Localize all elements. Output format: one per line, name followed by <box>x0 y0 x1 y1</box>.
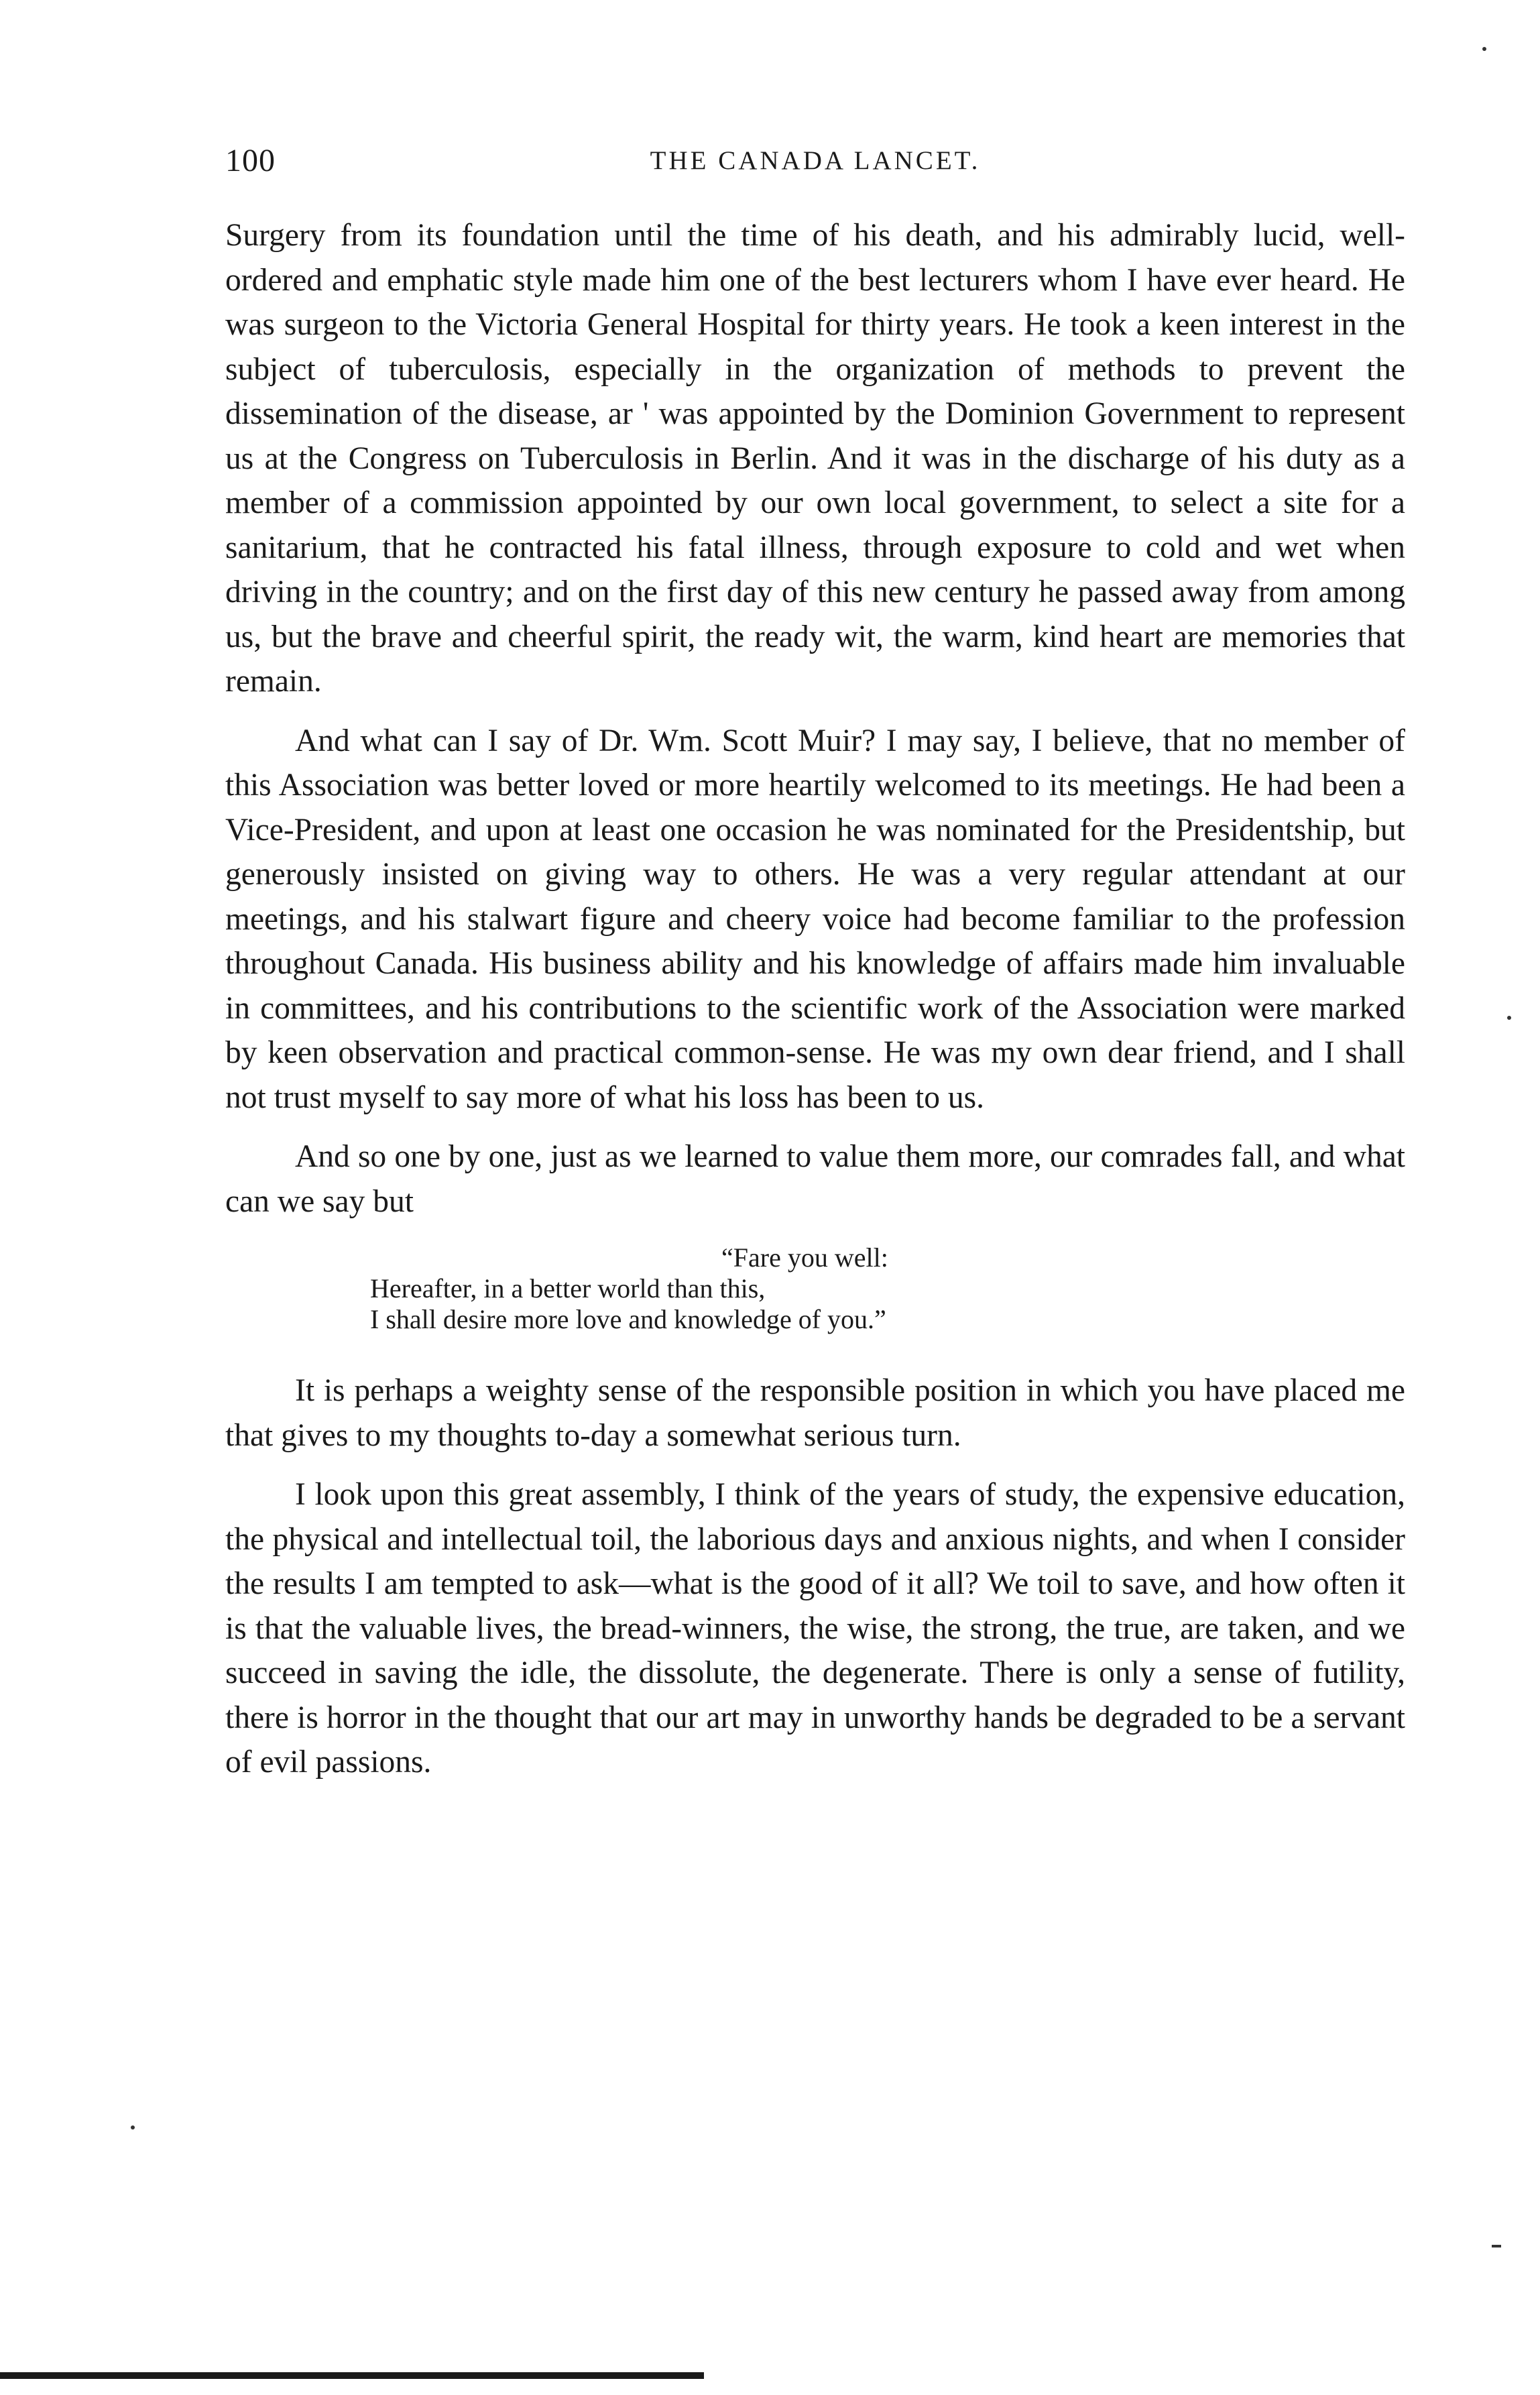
quote-line-3: I shall desire more love and knowledge of you.” <box>370 1304 886 1334</box>
running-title: THE CANADA LANCET. <box>650 146 981 175</box>
running-head <box>225 137 1405 184</box>
quote-line-1: “Fare you well: <box>721 1242 888 1273</box>
bottom-rule <box>0 2372 704 2379</box>
page-number: 100 <box>225 143 276 178</box>
margin-speck <box>131 2125 135 2129</box>
paragraph-continuation: Surgery from its foundation until the time of his death, and his admirably lucid, well-ordered and emphatic style made him one of the best lecturers whom I have ever heard. He was surgeon to the Victoria General Hospital for thirty years. He took a keen interest in the subject of tuberculosis, especially in the organization of methods to prevent the dissemination of the disease, ar ' was appointed by the Dominion Government to represent us at the Congress on Tuberculosis in Berlin. And it was in the discharge of his duty as a member of a commission appointed by our own local government, to select a site for a sanitarium, that he contracted his fatal illness, through exposure to cold and wet when driving in the country; and on the first day of this new century he passed away from among us, but the brave and cheerful spirit, the ready wit, the warm, kind heart are memories that remain. <box>225 218 1405 699</box>
margin-speck <box>1492 2245 1501 2247</box>
margin-speck <box>1507 1016 1511 1020</box>
paragraph-muir: And what can I say of Dr. Wm. Scott Muir? I may say, I believe, that no member of this Association was better loved or more heartily welcomed to its meetings. He had been a Vice-President, and upon at least one occasion he was nominated for the Presidentship, but generously insisted on giving way to others. He was a very regular attendant at our meetings, and his stalwart figure and cheery voice had become familiar to the profession throughout Canada. His business ability and his knowledge of affairs made him invaluable in committees, and his contributions to the scientific work of the Association were marked by keen observation and practical common-sense. He was my own dear friend, and I shall not trust myself to say more of what his loss has been to us. <box>225 723 1405 1115</box>
paragraph-assembly: I look upon this great assembly, I think of the years of study, the expensive education, the physical and intellectual toil, the laborious days and anxious nights, and when I consider the results I am tempted to ask—what is the good of it all? We toil to save, and how often it is that the valuable lives, the bread-winners, the wise, the strong, the true, are taken, and we succeed in saving the idle, the dissolute, the degenerate. There is only a sense of futility, there is horror in the thought that our art may in unworthy hands be degraded to be a servant of evil passions. <box>225 1477 1405 1779</box>
paragraph-comrades: And so one by one, just as we learned to value them more, our comrades fall, and what can we say but <box>225 1139 1405 1219</box>
paragraph-responsibility: It is perhaps a weighty sense of the responsible position in which you have placed me that gives to my thoughts to-day a somewhat serious turn. <box>225 1373 1405 1453</box>
body-text <box>225 213 1405 1800</box>
margin-speck <box>1482 47 1486 51</box>
verse-quotation <box>370 1242 1405 1335</box>
quote-line-2: Hereafter, in a better world than this, <box>370 1273 766 1303</box>
